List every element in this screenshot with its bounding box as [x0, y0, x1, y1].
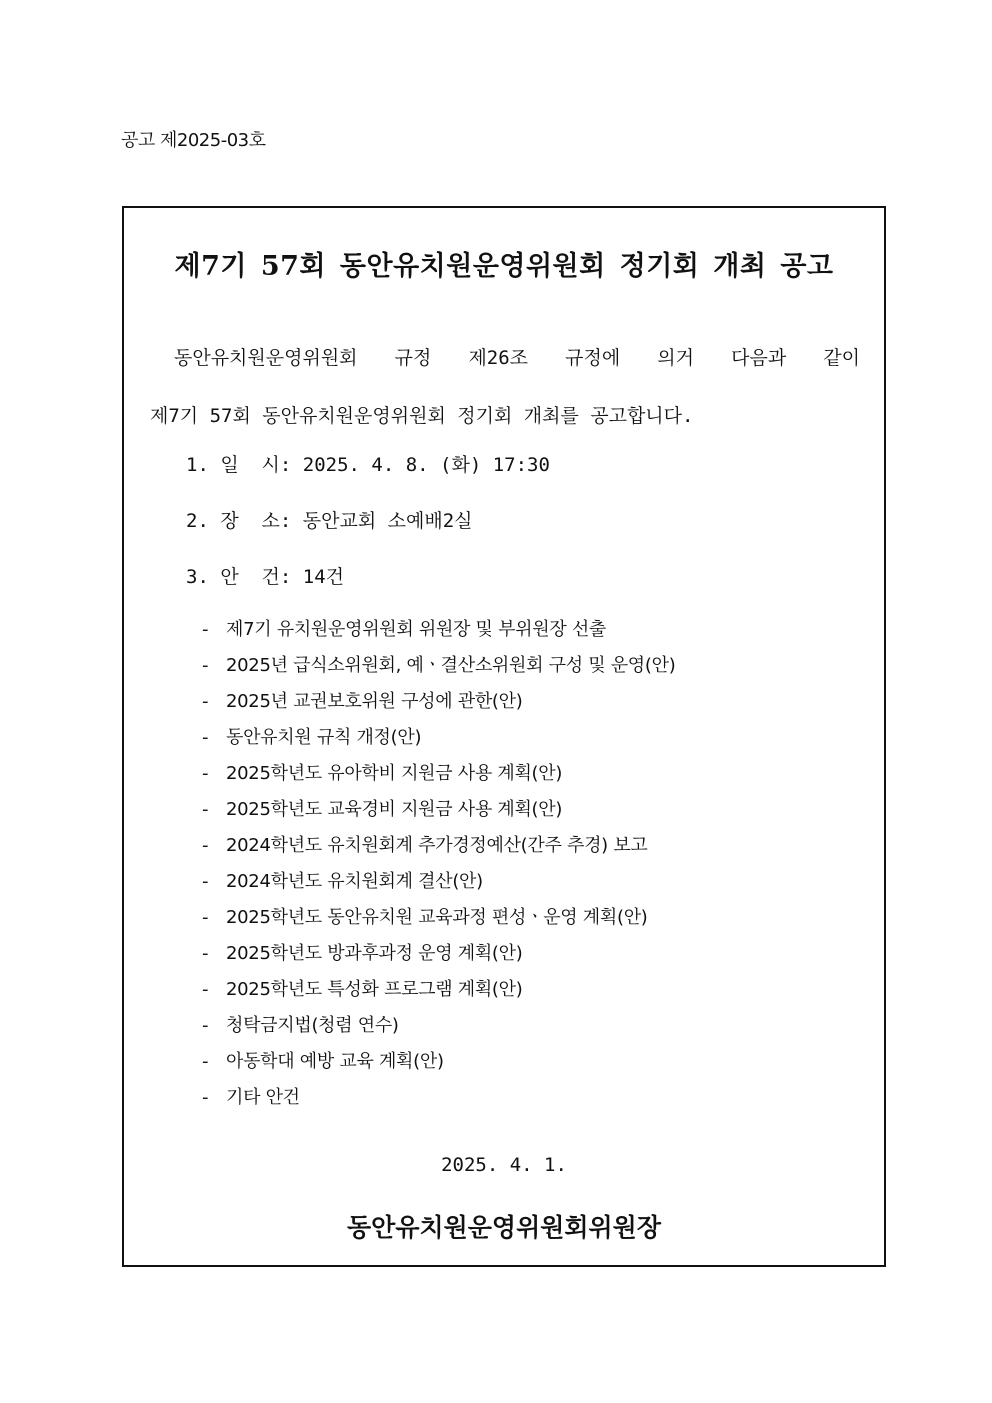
agenda-item: - 제7기 유치원운영위원회 위원장 및 부위원장 선출	[202, 612, 675, 648]
notice-number: 공고 제2025-03호	[121, 130, 266, 151]
agenda-item: - 2025학년도 동안유치원 교육과정 편성ㆍ운영 계획(안)	[202, 900, 675, 936]
notice-title: 제7기 57회 동안유치원운영위원회 정기회 개최 공고	[174, 251, 834, 282]
agenda-item: - 동안유치원 규칙 개정(안)	[202, 720, 675, 756]
intro-line-2: 제7기 57회 동안유치원운영위원회 정기회 개최를 공고합니다.	[150, 405, 694, 427]
intro-paragraph	[150, 329, 860, 445]
agenda-item: - 2025년 급식소위원회, 예ㆍ결산소위원회 구성 및 운영(안)	[202, 648, 675, 684]
agenda-item: - 2025학년도 유아학비 지원금 사용 계획(안)	[202, 756, 675, 792]
agenda-list	[202, 612, 675, 1116]
agenda-item: - 2024학년도 유치원회계 추가경정예산(간주 추경) 보고	[202, 828, 675, 864]
agenda-item: - 아동학대 예방 교육 계획(안)	[202, 1044, 675, 1080]
notice-frame	[122, 206, 886, 1267]
intro-line-1: 동안유치원운영위원회 규정 제26조 규정에 의거 다음과 같이	[174, 347, 860, 369]
agenda-count: 3. 안 건: 14건	[186, 566, 345, 588]
agenda-item: - 2025학년도 특성화 프로그램 계획(안)	[202, 972, 675, 1008]
meeting-place: 2. 장 소: 동안교회 소예배2실	[186, 510, 473, 532]
agenda-item: - 2024학년도 유치원회계 결산(안)	[202, 864, 675, 900]
meeting-datetime: 1. 일 시: 2025. 4. 8. (화) 17:30	[186, 454, 550, 476]
agenda-item: - 2025학년도 교육경비 지원금 사용 계획(안)	[202, 792, 675, 828]
notice-date: 2025. 4. 1.	[441, 1154, 567, 1176]
agenda-item: - 2025학년도 방과후과정 운영 계획(안)	[202, 936, 675, 972]
signer-title: 동안유치원운영위원회위원장	[347, 1213, 661, 1242]
agenda-item: - 청탁금지법(청렴 연수)	[202, 1008, 675, 1044]
agenda-item: - 2025년 교권보호위원 구성에 관한(안)	[202, 684, 675, 720]
agenda-item: - 기타 안건	[202, 1080, 675, 1116]
